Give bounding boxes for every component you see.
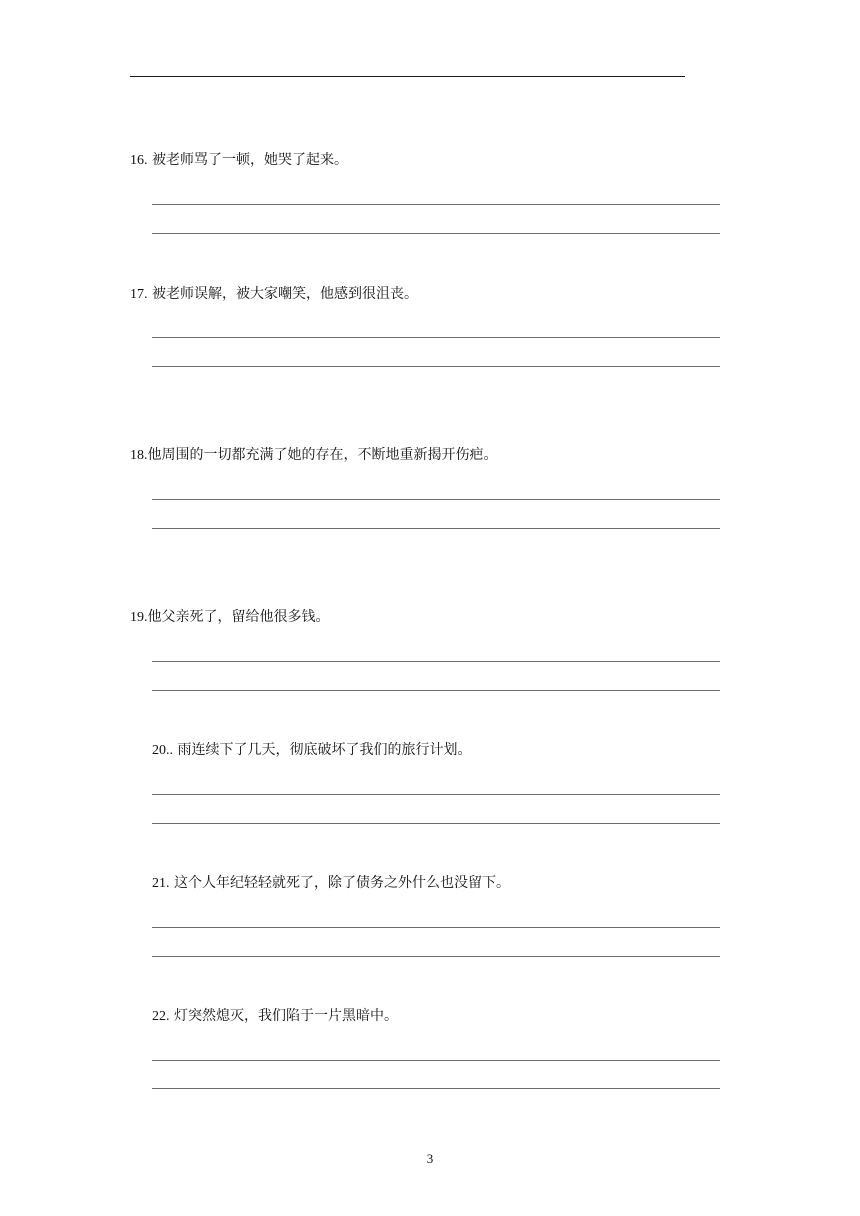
question-21 <box>152 874 510 893</box>
question-text: 他周围的一切都充满了她的存在，不断地重新揭开伤疤。 <box>147 447 498 463</box>
answer-line[interactable] <box>152 204 720 205</box>
question-number: 22. <box>152 1009 170 1024</box>
question-19 <box>130 608 330 627</box>
answer-line[interactable] <box>152 661 720 662</box>
question-number: 18. <box>130 448 148 463</box>
answer-line[interactable] <box>152 499 720 500</box>
question-number: 21. <box>152 876 170 891</box>
page-number: 3 <box>426 1151 434 1166</box>
answer-line[interactable] <box>152 366 720 367</box>
question-text: 被老师误解，被大家嘲笑，他感到很沮丧。 <box>147 286 418 302</box>
answer-line[interactable] <box>152 233 720 234</box>
question-number: 17. <box>130 287 148 302</box>
question-22 <box>152 1007 398 1026</box>
question-text: 雨连续下了几天，彻底破坏了我们的旅行计划。 <box>173 742 472 758</box>
question-18 <box>130 446 498 465</box>
question-text: 这个人年纪轻轻就死了，除了债务之外什么也没留下。 <box>169 875 510 891</box>
answer-line[interactable] <box>152 1088 720 1089</box>
answer-line[interactable] <box>152 690 720 691</box>
answer-line[interactable] <box>152 337 720 338</box>
answer-line[interactable] <box>152 927 720 928</box>
question-number: 19. <box>130 610 148 625</box>
answer-line[interactable] <box>152 1060 720 1061</box>
answer-line[interactable] <box>152 528 720 529</box>
question-16 <box>130 151 348 170</box>
question-20 <box>152 741 471 760</box>
question-number: 16. <box>130 153 148 168</box>
question-17 <box>130 285 418 304</box>
answer-line[interactable] <box>152 794 720 795</box>
answer-line[interactable] <box>152 956 720 957</box>
question-number: 20.. <box>152 743 173 758</box>
question-text: 他父亲死了，留给他很多钱。 <box>147 609 330 625</box>
header-rule <box>130 76 685 77</box>
question-text: 灯突然熄灭，我们陷于一片黑暗中。 <box>169 1008 398 1024</box>
answer-line[interactable] <box>152 823 720 824</box>
question-text: 被老师骂了一顿，她哭了起来。 <box>147 152 348 168</box>
